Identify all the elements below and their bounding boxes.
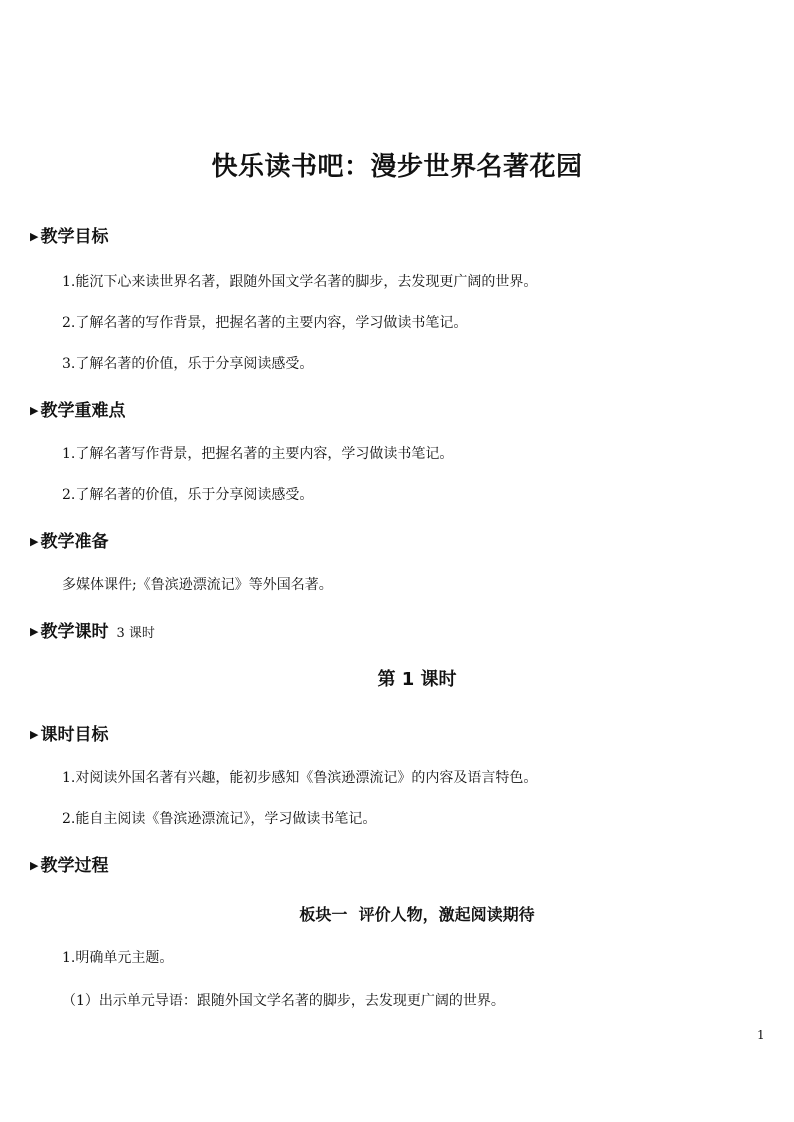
key-points-heading-label: 教学重难点 (40, 401, 126, 421)
hours-value: 3 课时 (116, 626, 155, 641)
process-step: 1.明确单元主题。 (62, 950, 174, 966)
preparation-text: 多媒体课件;《鲁滨逊漂流记》等外国名著。 (62, 577, 333, 593)
process-heading (30, 851, 108, 876)
triangle-bullet-icon: ▶ (30, 404, 39, 417)
triangle-bullet-icon: ▶ (30, 535, 39, 548)
hours-heading (30, 617, 155, 642)
process-heading-label: 教学过程 (40, 856, 109, 876)
goals-item: 2.了解名著的写作背景，把握名著的主要内容，学习做读书笔记。 (62, 315, 468, 331)
lesson-goals-item: 1.对阅读外国名著有兴趣，能初步感知《鲁滨逊漂流记》的内容及语言特色。 (62, 770, 538, 786)
block-title: 板块一 评价人物，激起阅读期待 (299, 905, 535, 924)
lesson-goals-item: 2.能自主阅读《鲁滨逊漂流记》，学习做读书笔记。 (62, 811, 377, 827)
key-points-item: 1.了解名著写作背景，把握名著的主要内容，学习做读书笔记。 (62, 446, 454, 462)
goals-heading-label: 教学目标 (40, 227, 109, 247)
goals-item: 3.了解名著的价值，乐于分享阅读感受。 (62, 356, 314, 372)
lesson-title: 第 1 课时 (377, 669, 457, 690)
triangle-bullet-icon: ▶ (30, 859, 39, 872)
document-title: 快乐读书吧：漫步世界名著花园 (211, 152, 583, 182)
lesson-goals-heading (30, 720, 108, 745)
key-points-heading (30, 396, 125, 421)
triangle-bullet-icon: ▶ (30, 728, 39, 741)
triangle-bullet-icon: ▶ (30, 625, 39, 638)
preparation-heading-label: 教学准备 (40, 532, 109, 552)
hours-heading-label: 教学课时 (40, 622, 109, 642)
key-points-item: 2.了解名著的价值，乐于分享阅读感受。 (62, 487, 314, 503)
goals-item: 1.能沉下心来读世界名著，跟随外国文学名著的脚步，去发现更广阔的世界。 (62, 274, 538, 290)
preparation-heading (30, 527, 108, 552)
triangle-bullet-icon: ▶ (30, 230, 39, 243)
goals-heading (30, 222, 108, 247)
lesson-goals-heading-label: 课时目标 (40, 725, 109, 745)
page-number: 1 (757, 1028, 765, 1042)
process-step: （1）出示单元导语：跟随外国文学名著的脚步，去发现更广阔的世界。 (62, 993, 505, 1009)
